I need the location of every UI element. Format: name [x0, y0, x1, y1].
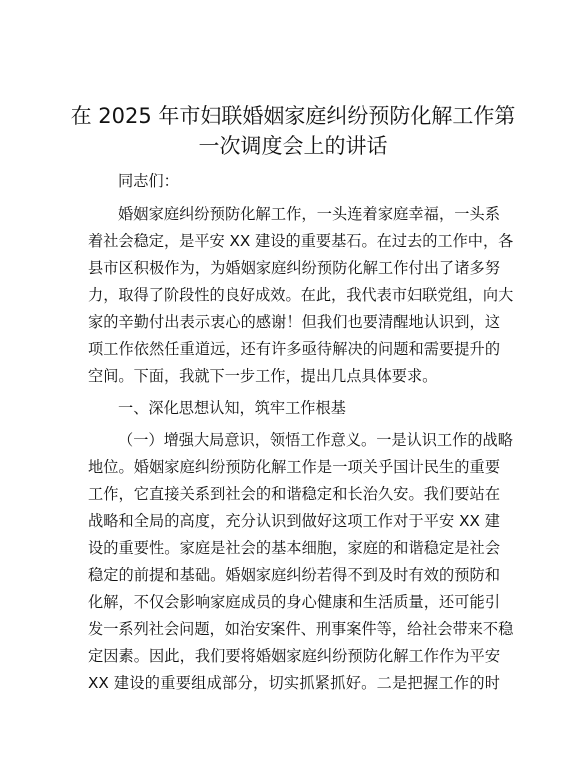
section-heading-1: 一、深化思想认知，筑牢工作根基 [118, 399, 346, 417]
paragraph1-line: 空间。下面，我就下一步工作，提出几点具体要求。 [88, 367, 438, 385]
paragraph1-line: 项工作依然任重道远，还有许多亟待解决的问题和需要提升的 [88, 340, 500, 358]
paragraph2-line: XX 建设的重要组成部分，切实抓紧抓好。二是把握工作的时 [88, 674, 500, 692]
paragraph2-line: 工作，它直接关系到社会的和谐稳定和长治久安。我们要站在 [88, 485, 500, 503]
salutation: 同志们： [118, 172, 179, 190]
paragraph2-line: 化解，不仅会影响家庭成员的身心健康和生活质量，还可能引 [88, 593, 500, 611]
paragraph1-line: 着社会稳定，是平安 XX 建设的重要基石。在过去的工作中，各 [88, 232, 514, 250]
paragraph2-line: 地位。婚姻家庭纠纷预防化解工作是一项关乎国计民生的重要 [88, 458, 500, 476]
paragraph2-line: （一）增强大局意识，领悟工作意义。一是认识工作的战略 [118, 431, 513, 449]
paragraph2-line: 设的重要性。家庭是社会的基本细胞，家庭的和谐稳定是社会 [88, 539, 500, 557]
paragraph1-line: 家的辛勤付出表示衷心的感谢！但我们也要清醒地认识到，这 [88, 313, 500, 331]
paragraph1-line: 力，取得了阶段性的良好成效。在此，我代表市妇联党组，向大 [88, 286, 514, 304]
paragraph2-line: 稳定的前提和基础。婚姻家庭纠纷若得不到及时有效的预防和 [88, 566, 500, 584]
paragraph1-line: 县市区积极作为，为婚姻家庭纠纷预防化解工作付出了诸多努 [88, 259, 500, 277]
paragraph2-line: 发一系列社会问题，如治安案件、刑事案件等，给社会带来不稳 [88, 620, 514, 638]
paragraph2-line: 战略和全局的高度，充分认识到做好这项工作对于平安 XX 建 [88, 512, 500, 530]
document-title-line-1: 在 2025 年市妇联婚姻家庭纠纷预防化解工作第 [70, 104, 516, 128]
paragraph1-line: 婚姻家庭纠纷预防化解工作，一头连着家庭幸福，一头系 [118, 205, 500, 223]
paragraph2-line: 定因素。因此，我们要将婚姻家庭纠纷预防化解工作作为平安 [88, 647, 500, 665]
document-title-line-2: 一次调度会上的讲话 [198, 134, 388, 158]
